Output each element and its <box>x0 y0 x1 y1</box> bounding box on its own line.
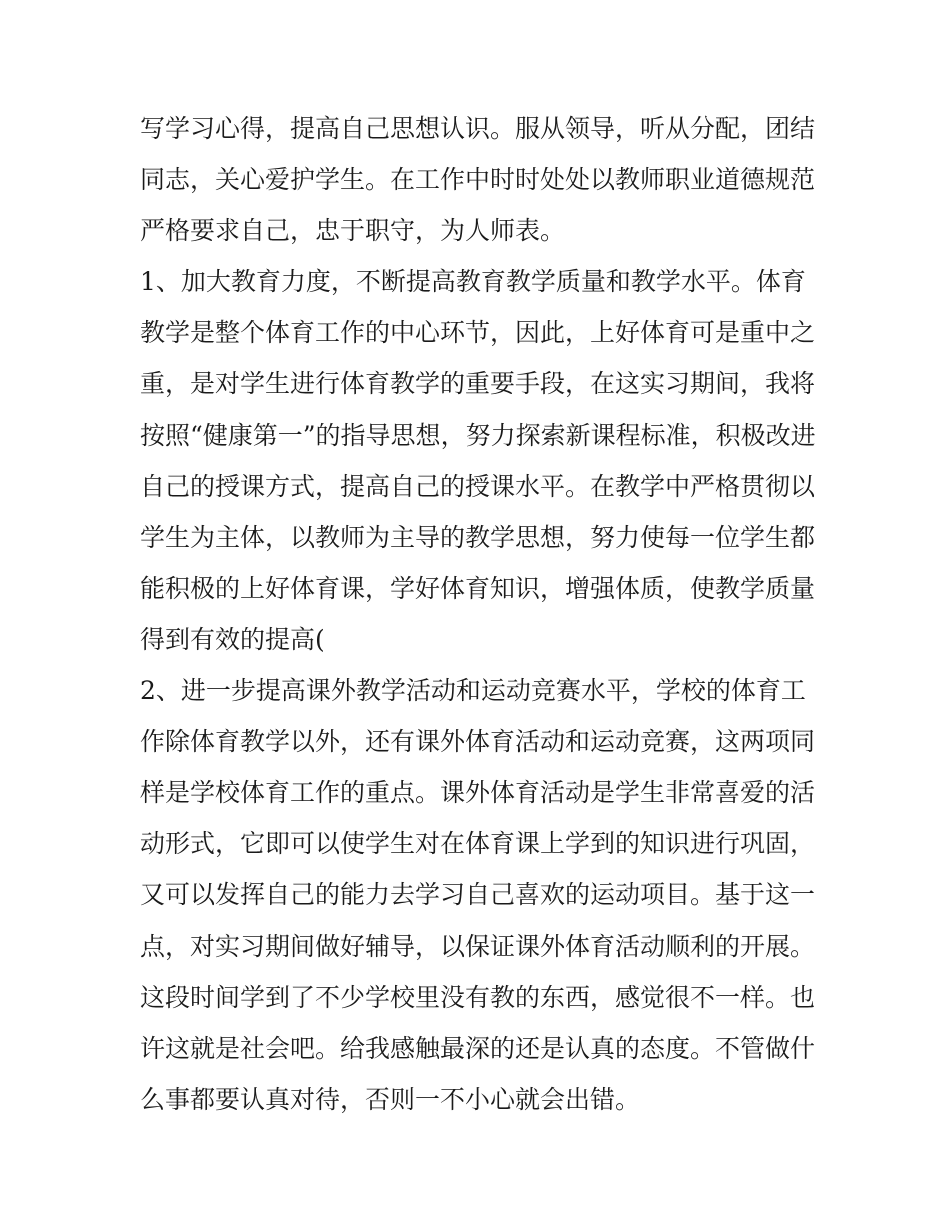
text-line: 自己的授课方式，提高自己的授课水平。在教学中严格贯彻以 <box>140 471 816 501</box>
text-line: 2、进一步提高课外教学活动和运动竞赛水平，学校的体育工 <box>140 676 806 706</box>
text-line: 学生为主体，以教师为主导的教学思想，努力使每一位学生都 <box>140 522 816 552</box>
text-line: 1、加大教育力度，不断提高教育教学质量和教学水平。体育 <box>140 267 806 297</box>
text-line: 写学习心得，提高自己思想认识。服从领导，听从分配，团结 <box>140 114 816 143</box>
body-text <box>140 103 815 1125</box>
text-line: 点，对实习期间做好辅导，以保证课外体育活动顺利的开展。 <box>140 931 816 961</box>
text-line: 动形式，它即可以使学生对在体育课上学到的知识进行巩固， <box>140 829 816 859</box>
text-line: 得到有效的提高( <box>140 624 325 654</box>
text-line: 作除体育教学以外，还有课外体育活动和运动竞赛，这两项同 <box>140 727 816 757</box>
text-line: 重，是对学生进行体育教学的重要手段，在这实习期间，我将 <box>140 369 816 399</box>
text-line: 同志，关心爱护学生。在工作中时时处处以教师职业道德规范 <box>140 165 816 195</box>
text-line: 教学是整个体育工作的中心环节，因此，上好体育可是重中之 <box>140 318 816 348</box>
text-line: 能积极的上好体育课，学好体育知识，增强体质，使教学质量 <box>140 573 816 603</box>
text-line: 样是学校体育工作的重点。课外体育活动是学生非常喜爱的活 <box>140 778 816 808</box>
text-line: 么事都要认真对待，否则一不小心就会出错。 <box>140 1084 641 1114</box>
text-line: 许这就是社会吧。给我感触最深的还是认真的态度。不管做什 <box>140 1033 816 1063</box>
text-line: 严格要求自己，忠于职守，为人师表。 <box>140 216 566 246</box>
text-line: 按照“健康第一”的指导思想，努力探索新课程标准，积极改进 <box>140 420 816 450</box>
text-line: 这段时间学到了不少学校里没有教的东西，感觉很不一样。也 <box>140 982 816 1012</box>
text-line: 又可以发挥自己的能力去学习自己喜欢的运动项目。基于这一 <box>140 880 816 910</box>
